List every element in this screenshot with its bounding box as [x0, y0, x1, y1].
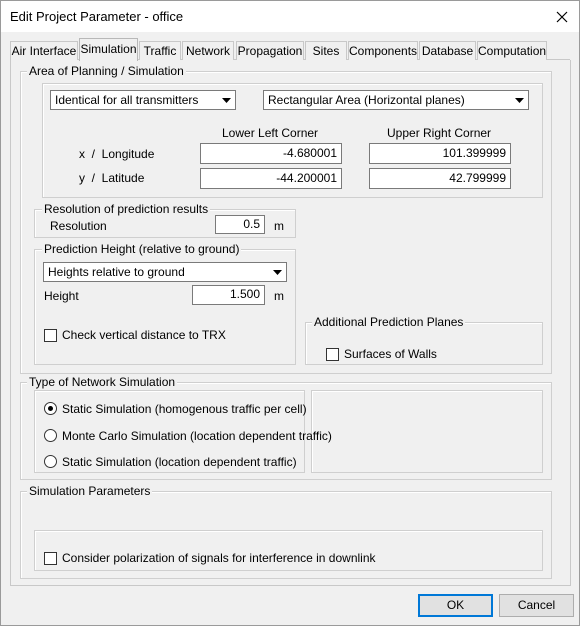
surfaces-of-walls-checkbox[interactable] — [326, 348, 339, 361]
height-unit: m — [274, 289, 284, 303]
monte-carlo-radio[interactable] — [44, 429, 57, 442]
resolution-label: Resolution — [50, 219, 107, 233]
close-icon — [556, 11, 568, 23]
tab-database[interactable]: Database — [419, 41, 476, 60]
y-upper-right-field[interactable]: 42.799999 — [369, 168, 511, 189]
lower-left-header: Lower Left Corner — [222, 126, 319, 140]
transmitter-mode-select[interactable] — [50, 90, 236, 110]
tab-traffic[interactable]: Traffic — [139, 41, 181, 60]
height-label: Height — [44, 289, 79, 303]
static-homogenous-radio[interactable] — [44, 402, 57, 415]
upper-right-header: Upper Right Corner — [387, 126, 492, 140]
tab-propagation[interactable]: Propagation — [236, 41, 304, 60]
tab-air-interface[interactable]: Air Interface — [10, 41, 78, 60]
resolution-title: Resolution of prediction results — [44, 202, 209, 216]
radio-selected-dot — [48, 406, 53, 411]
x-upper-right-field[interactable]: 101.399999 — [369, 143, 511, 164]
chevron-down-icon — [269, 264, 285, 280]
simulation-type-empty-box — [311, 390, 543, 473]
area-of-planning-title: Area of Planning / Simulation — [29, 64, 184, 78]
area-type-value: Rectangular Area (Horizontal planes) — [268, 93, 465, 107]
y-latitude-label: y / Latitude — [79, 171, 145, 185]
tab-simulation[interactable]: Simulation — [79, 38, 138, 61]
check-vertical-distance-checkbox[interactable] — [44, 329, 57, 342]
window-title: Edit Project Parameter - office — [10, 9, 184, 24]
height-reference-value: Heights relative to ground — [48, 265, 185, 279]
y-lower-left-field[interactable]: -44.200001 — [200, 168, 342, 189]
additional-planes-title: Additional Prediction Planes — [314, 315, 464, 329]
x-lower-left-field[interactable]: -4.680001 — [200, 143, 342, 164]
area-type-select[interactable] — [263, 90, 529, 110]
x-longitude-label: x / Longitude — [79, 147, 155, 161]
transmitter-mode-value: Identical for all transmitters — [55, 93, 199, 107]
height-field[interactable]: 1.500 — [192, 285, 265, 305]
height-reference-select[interactable] — [43, 262, 287, 282]
title-bar — [1, 1, 579, 32]
chevron-down-icon — [218, 92, 234, 108]
network-simulation-title: Type of Network Simulation — [29, 375, 176, 389]
static-homogenous-label: Static Simulation (homogenous traffic per cell) — [62, 402, 307, 416]
static-location-label: Static Simulation (location dependent traffic) — [62, 455, 297, 469]
close-button[interactable] — [545, 1, 579, 32]
simulation-parameters-title: Simulation Parameters — [29, 484, 151, 498]
tab-components[interactable]: Components — [348, 41, 418, 60]
tab-network[interactable]: Network — [182, 41, 234, 60]
tab-sites[interactable]: Sites — [305, 41, 347, 60]
resolution-unit: m — [274, 219, 284, 233]
polarization-checkbox[interactable] — [44, 552, 57, 565]
ok-button[interactable]: OK — [418, 594, 493, 617]
check-vertical-distance-label: Check vertical distance to TRX — [62, 328, 226, 342]
monte-carlo-label: Monte Carlo Simulation (location dependent traffic) — [62, 429, 332, 443]
resolution-field[interactable]: 0.5 — [215, 215, 265, 234]
prediction-height-title: Prediction Height (relative to ground) — [44, 242, 240, 256]
chevron-down-icon — [511, 92, 527, 108]
surfaces-of-walls-label: Surfaces of Walls — [344, 347, 437, 361]
cancel-button[interactable]: Cancel — [499, 594, 574, 617]
polarization-label: Consider polarization of signals for interference in downlink — [62, 551, 376, 565]
static-location-radio[interactable] — [44, 455, 57, 468]
tab-computation[interactable]: Computation — [477, 41, 547, 60]
